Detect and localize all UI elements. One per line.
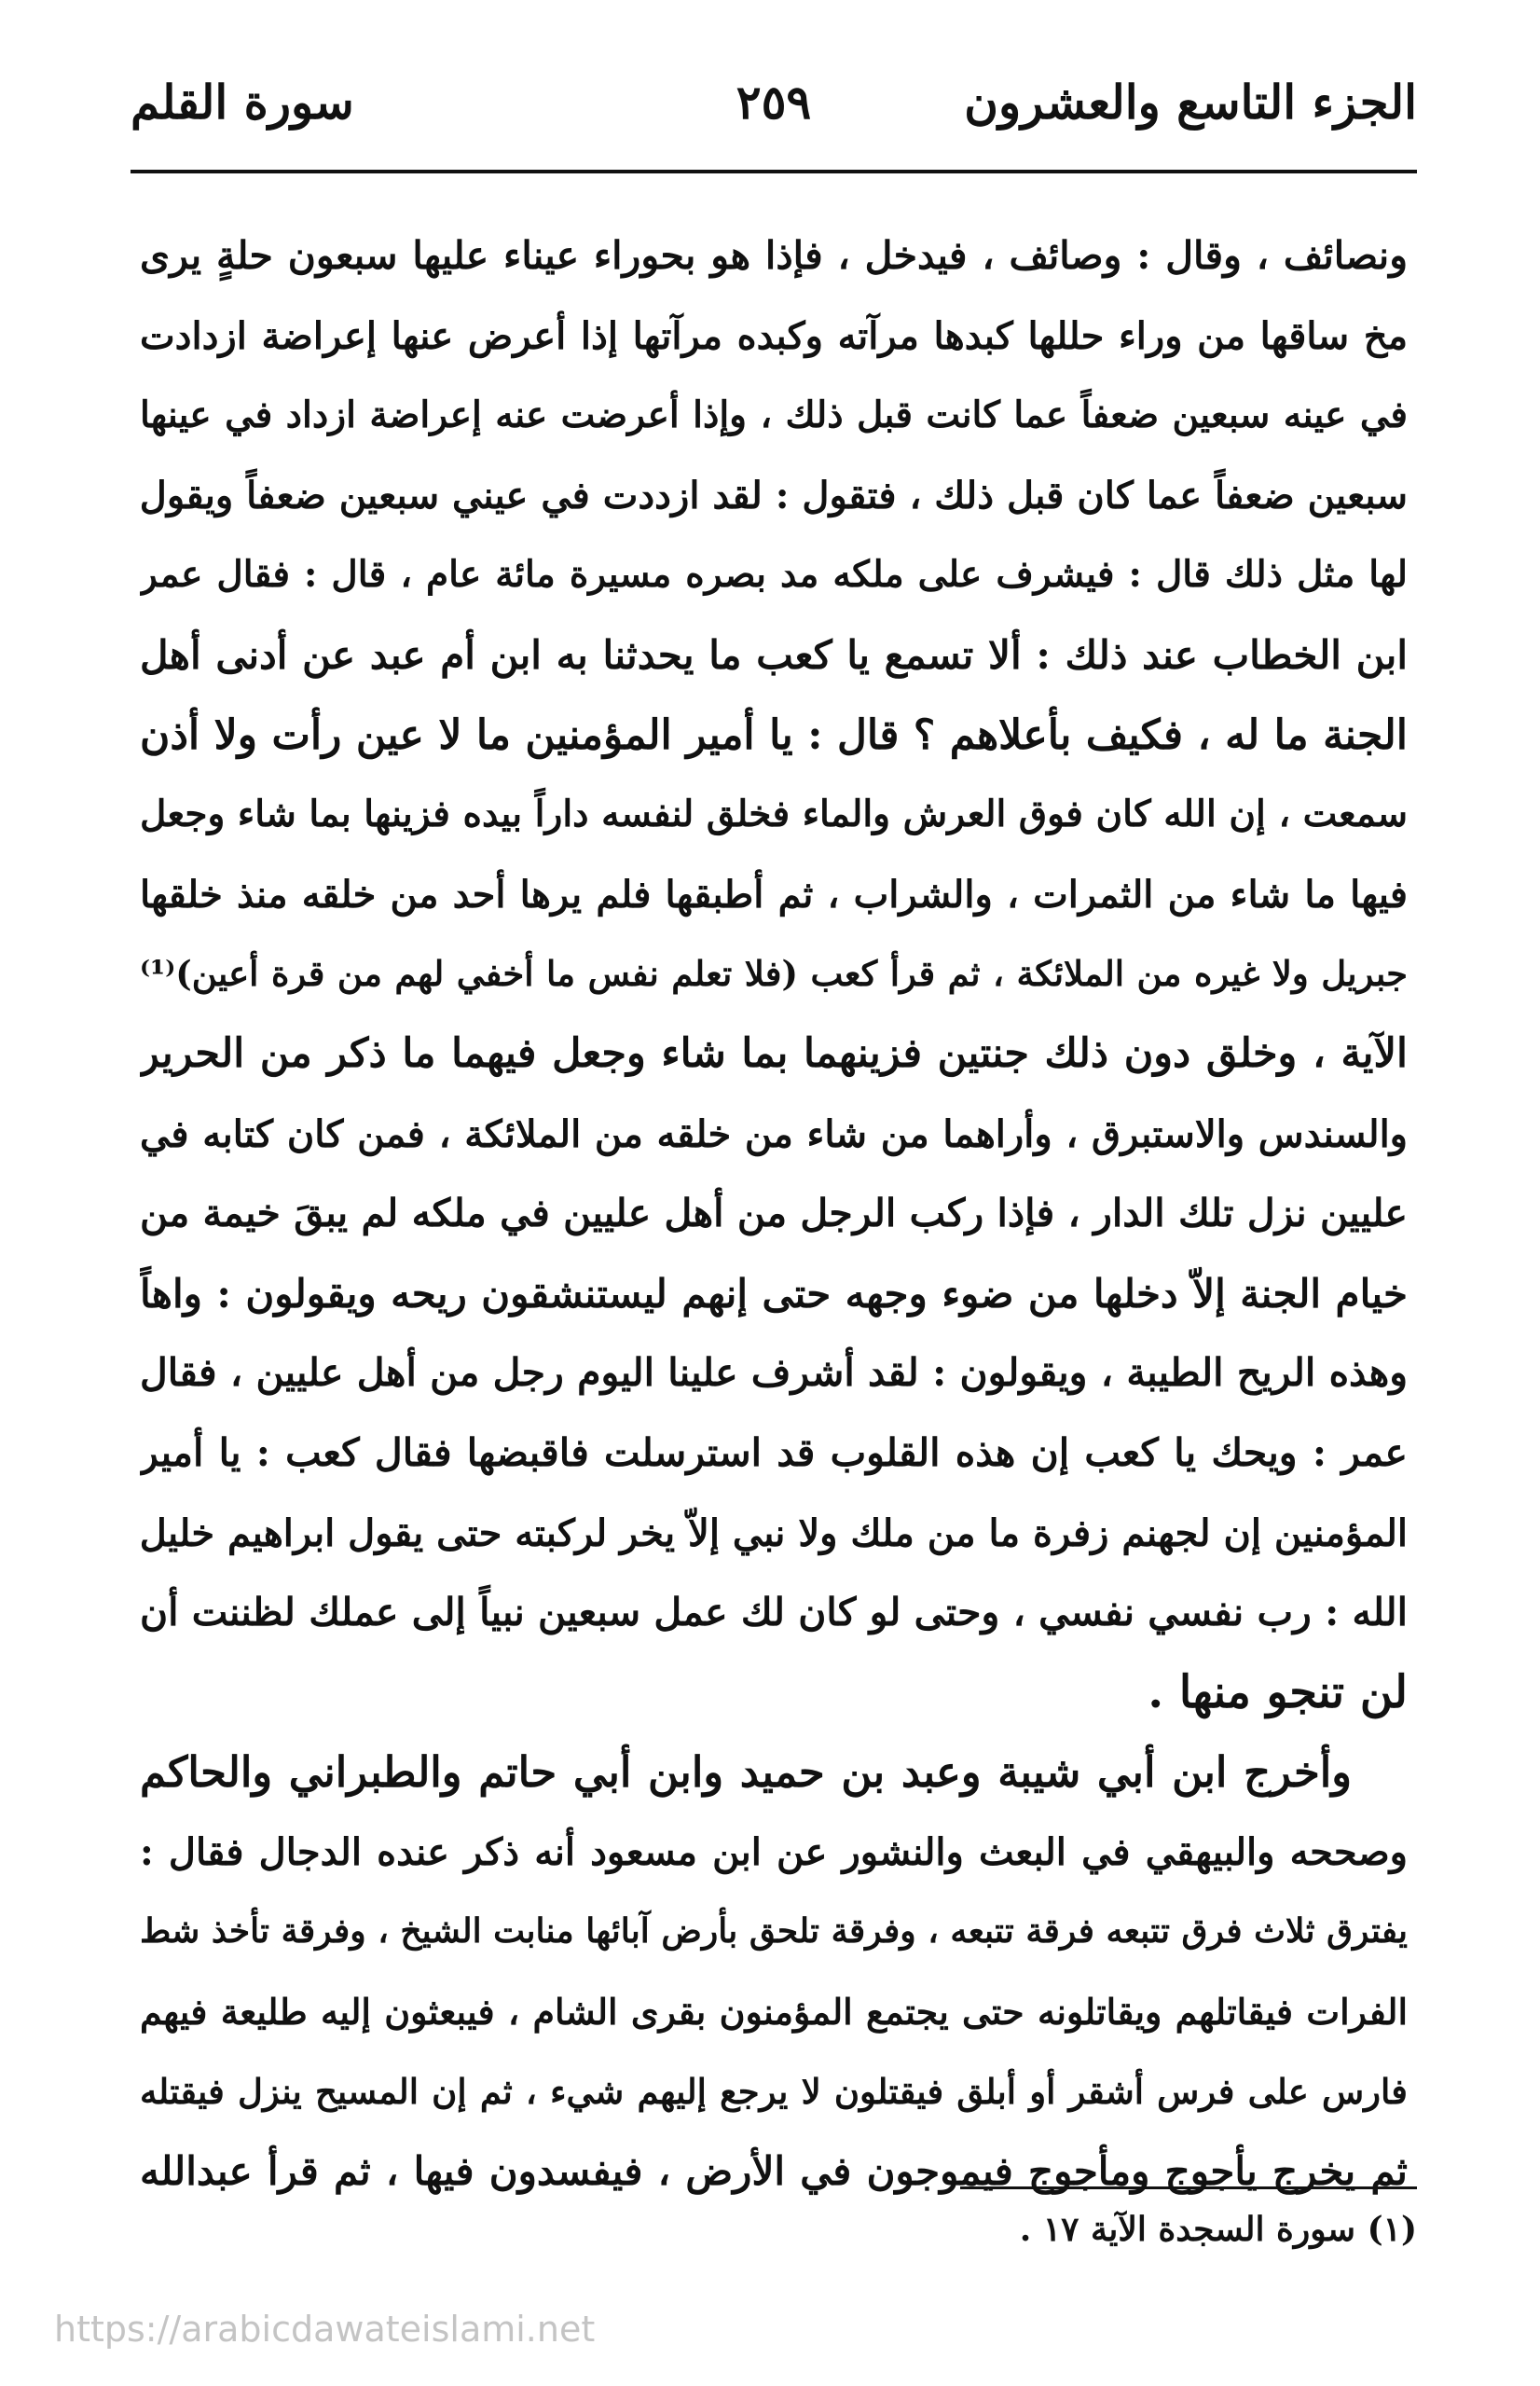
juz-title: الجزء التاسع والعشرون: [964, 75, 1417, 130]
footnote-divider: [960, 2186, 1417, 2189]
text-line: جبريل ولا غيره من الملائكة ، ثم قرأ كعب (فلا تعلم نفس ما أخفي لهم من قرة أعين)⁽¹⁾: [140, 953, 1408, 995]
text-line: ونصائف ، وقال : وصائف ، فيدخل ، فإذا هو بحوراء عيناء عليها سبعون حلةٍ يرى: [140, 233, 1408, 278]
text-line: سمعت ، إن الله كان فوق العرش والماء فخلق لنفسه داراً بيده فزينها بما شاء وجعل: [140, 793, 1408, 836]
text-line: الله : رب نفسي نفسي ، وحتى لو كان لك عمل سبعين نبياً إلى عملك لظننت أن: [140, 1590, 1408, 1635]
text-line: عمر : ويحك يا كعب إن هذه القلوب قد استرسلت فاقبضها فقال كعب : يا أمير: [140, 1429, 1408, 1475]
text-line: المؤمنين إن لجهنم زفرة ما من ملك ولا نبي إلاّ يخر لركبته حتى يقول ابراهيم خليل: [140, 1510, 1408, 1555]
text-line: الآية ، وخلق دون ذلك جنتين فزينهما بما شاء وجعل فيهما ما ذكر من الحرير: [140, 1029, 1408, 1077]
text-line: الفرات فيقاتلهم ويقاتلونه حتى يجتمع المؤمنون بقرى الشام ، فيبعثون إليه طليعة فيهم: [140, 1991, 1408, 2034]
footnote: (١) سورة السجدة الآية ١٧ .: [1019, 2210, 1417, 2249]
text-line: يفترق ثلاث فرق تتبعه فرقة تتبعه ، وفرقة تلحق بأرض آبائها منابت الشيخ ، وفرقة تأخذ شط: [140, 1911, 1408, 1952]
text-line: فيها ما شاء من الثمرات ، والشراب ، ثم أطبقها فلم يرها أحد من خلقه منذ خلقها: [140, 872, 1408, 917]
text-line: الجنة ما له ، فكيف بأعلاهم ؟ قال : يا أمير المؤمنين ما لا عين رأت ولا أذن: [140, 710, 1408, 759]
text-line: لن تنجو منها .: [1148, 1665, 1408, 1718]
text-line: ابن الخطاب عند ذلك : ألا تسمع يا كعب ما يحدثنا به ابن أم عبد عن أدنى أهل: [140, 631, 1408, 678]
text-line: وهذه الريح الطيبة ، ويقولون : لقد أشرف علينا اليوم رجل من أهل عليين ، فقال: [140, 1350, 1408, 1396]
header-divider: [131, 170, 1417, 173]
text-line: وأخرج ابن أبي شيبة وعبد بن حميد وابن أبي حاتم والطبراني والحاكم: [140, 1747, 1352, 1798]
text-line: خيام الجنة إلاّ دخلها من ضوء وجهه حتى إنهم ليستنشقون ريحه ويقولون : واهاً: [140, 1270, 1408, 1317]
page-number: ٢٥٩: [736, 75, 812, 130]
text-line: وصححه والبيهقي في البعث والنشور عن ابن مسعود أنه ذكر عنده الدجال فقال :: [140, 1829, 1408, 1874]
page-header: [131, 65, 1417, 149]
text-line: ثم يخرج يأجوج ومأجوج فيموجون في الأرض ، فيفسدون فيها ، ثم قرأ عبدالله: [140, 2148, 1408, 2195]
watermark: https://arabicdawateislami.net: [54, 2309, 596, 2350]
text-line: عليين نزل تلك الدار ، فإذا ركب الرجل من أهل عليين في ملكه لم يبقَ خيمة من: [140, 1191, 1408, 1236]
text-line: في عينه سبعين ضعفاً عما كانت قبل ذلك ، وإذا أعرضت عنه إعراضة ازداد في عينها: [140, 393, 1408, 437]
text-line: مخ ساقها من وراء حللها كبدها مرآته وكبده مرآتها إذا أعرض عنها إعراضة ازدادت: [140, 313, 1408, 358]
surah-title: سورة القلم: [131, 75, 354, 130]
text-line: فارس على فرس أشقر أو أبلق فيقتلون لا يرجع إليهم شيء ، ثم إن المسيح ينزل فيقتله: [140, 2070, 1408, 2112]
text-line: سبعين ضعفاً عما كان قبل ذلك ، فتقول : لقد ازددت في عيني سبعين ضعفاً ويقول: [140, 473, 1408, 517]
text-line: والسندس والاستبرق ، وأراهما من شاء من خلقه من الملائكة ، فمن كان كتابه في: [140, 1111, 1408, 1156]
text-line: لها مثل ذلك قال : فيشرف على ملكه مد بصره مسيرة مائة عام ، قال : فقال عمر: [140, 553, 1408, 597]
body-text: [140, 216, 1408, 2212]
